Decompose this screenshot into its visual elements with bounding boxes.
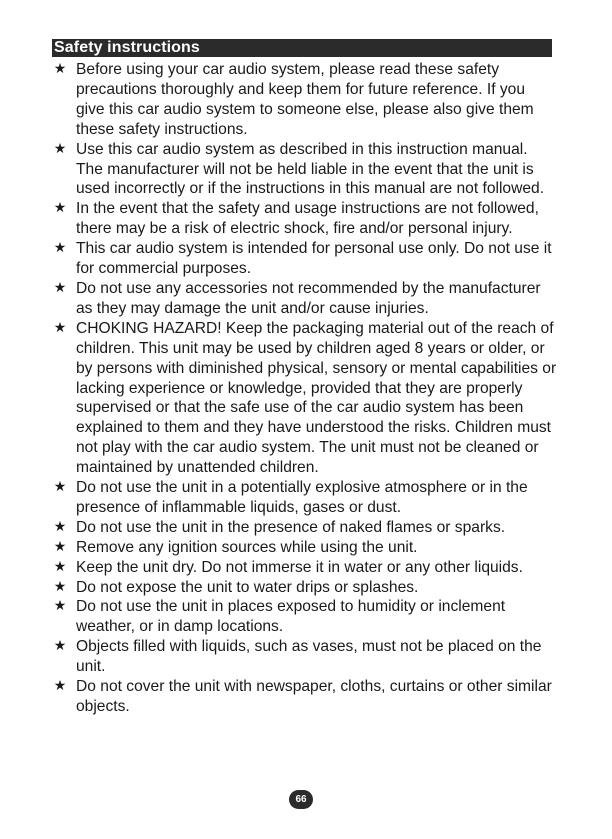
list-item <box>52 597 557 637</box>
list-item-text: In the event that the safety and usage instructions are not followed, there may be a risk of electric shock, fire and/or personal injury. <box>76 200 539 238</box>
list-item <box>52 140 557 200</box>
list-item <box>52 558 557 578</box>
list-item-text: Remove any ignition sources while using the unit. <box>76 538 418 556</box>
list-item-text: Objects filled with liquids, such as vases, must not be placed on the unit. <box>76 638 542 676</box>
list-item <box>52 518 557 538</box>
list-item-text: Do not use any accessories not recommended by the manufacturer as they may damage the unit and/or cause injuries. <box>76 279 541 317</box>
list-item <box>52 677 557 717</box>
safety-instruction-list <box>52 60 557 717</box>
star-icon: ★ <box>53 638 67 655</box>
list-item-text: Do not use the unit in the presence of naked flames or sparks. <box>76 518 506 536</box>
page-number-badge: 66 <box>289 790 313 809</box>
star-icon: ★ <box>53 279 67 296</box>
list-item-text: Do not cover the unit with newspaper, cloths, curtains or other similar objects. <box>76 678 552 715</box>
list-item-text: This car audio system is intended for personal use only. Do not use it for commercial purposes. <box>76 240 552 278</box>
star-icon: ★ <box>53 558 67 575</box>
list-item <box>52 239 557 279</box>
star-icon: ★ <box>53 319 67 336</box>
section-title: Safety instructions <box>52 39 552 57</box>
star-icon: ★ <box>53 200 67 217</box>
list-item <box>52 478 557 518</box>
star-icon: ★ <box>53 140 67 157</box>
list-item-text: Do not expose the unit to water drips or splashes. <box>76 578 419 596</box>
star-icon: ★ <box>53 240 67 257</box>
star-icon: ★ <box>53 61 67 77</box>
list-item <box>52 637 557 677</box>
list-item-text: CHOKING HAZARD! Keep the packaging material out of the reach of children. This unit may be used by children aged 8 years or older, or by persons with diminished physical, sensory or mental capabilities or lacking experience or knowledge, provided that they are properly supervised or that the safe use of the car audio system has been explained to them and they have understood the risks. Children must not play with the car audio system. The unit must not be cleaned or maintained by unattended children. <box>76 319 557 477</box>
list-item <box>52 279 557 319</box>
list-item-text: Do not use the unit in places exposed to humidity or inclement weather, or in damp locations. <box>76 598 506 636</box>
list-item <box>52 319 557 478</box>
star-icon: ★ <box>53 479 67 496</box>
star-icon: ★ <box>53 678 67 695</box>
list-item <box>52 199 557 239</box>
list-item <box>52 60 557 140</box>
list-item-text: Use this car audio system as described in this instruction manual. The manufacturer will not be held liable in the event that the unit is used incorrectly or if the instructions in this manual are not followed. <box>76 140 545 198</box>
star-icon: ★ <box>53 578 67 595</box>
list-item <box>52 578 557 598</box>
list-item-text: Keep the unit dry. Do not immerse it in water or any other liquids. <box>76 558 523 576</box>
star-icon: ★ <box>53 598 67 615</box>
star-icon: ★ <box>53 538 67 555</box>
list-item-text: Before using your car audio system, please read these safety precautions thoroughly and keep them for future reference. If you give this car audio system to someone else, please also give them these safety instructions. <box>76 61 534 138</box>
list-item-text: Do not use the unit in a potentially explosive atmosphere or in the presence of inflammable liquids, gases or dust. <box>76 479 528 516</box>
star-icon: ★ <box>53 518 67 535</box>
list-item <box>52 538 557 558</box>
